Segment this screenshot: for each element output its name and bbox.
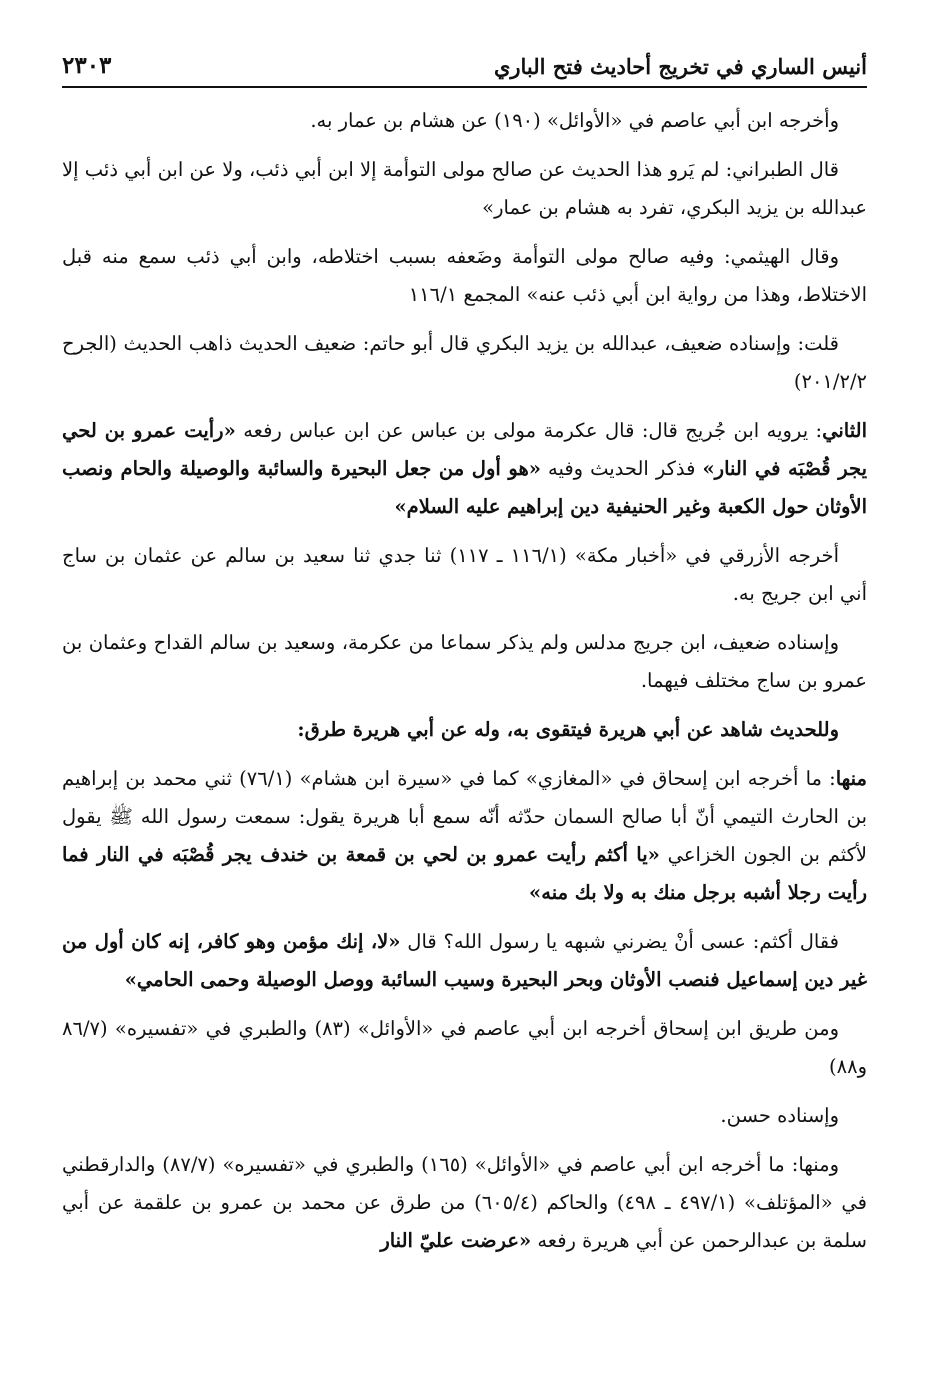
text-run: : يرويه ابن جُريج قال: قال عكرمة مولى بن عباس عن ابن عباس رفعه <box>235 419 823 442</box>
page-number: ٢٣٠٣ <box>62 52 112 79</box>
text-run: قلت: وإسناده ضعيف، عبدالله بن يزيد البكري قال أبو حاتم: ضعيف الحديث ذاهب الحديث (الجرح ٢٠١/٢/٢) <box>62 332 867 393</box>
page-header <box>62 48 867 88</box>
text-run: : ما أخرجه ابن إسحاق في «المغازي» كما في «سيرة ابن هشام» (٧٦/١) ثني محمد بن إبراهيم بن الحارث التيمي أنّ أبا صالح السمان حدّثه أنّه سمع أبا هريرة يقول: سمعت رسول الله ﷺ يقول لأكثم بن الجون الخزاعي <box>62 767 868 866</box>
text-run: ومن طريق ابن إسحاق أخرجه ابن أبي عاصم في «الأوائل» (٨٣) والطبري في «تفسيره» (٨٦/٧ و٨٨) <box>62 1017 867 1078</box>
paragraph <box>62 537 867 613</box>
paragraph <box>62 923 867 999</box>
text-run: وأخرجه ابن أبي عاصم في «الأوائل» (١٩٠) عن هشام بن عمار به. <box>310 109 839 132</box>
hadith-quote: «رأيت عمرو بن لحي يجر قُصْبَه في النار» <box>62 419 867 480</box>
text-run: وإسناده ضعيف، ابن جريج مدلس ولم يذكر سماعا من عكرمة، وسعيد بن سالم القداح وعثمان بن عمرو بن ساج مختلف فيهما. <box>62 631 867 692</box>
paragraph <box>62 624 867 700</box>
text-run: ومنها: ما أخرجه ابن أبي عاصم في «الأوائل» (١٦٥) والطبري في «تفسيره» (٨٧/٧) والدارقطني في «المؤتلف» (٤٩٧/١ ـ ٤٩٨) والحاكم (٦٠٥/٤) من طرق عن محمد بن عمرو بن علقمة عن أبي سلمة بن عبدالرحمن عن أبي هريرة رفعه <box>62 1153 867 1252</box>
text-run: قال الطبراني: لم يَرو هذا الحديث عن صالح مولى التوأمة إلا ابن أبي ذئب، ولا عن ابن أبي ذئب إلا عبدالله بن يزيد البكري، تفرد به هشام بن عمار» <box>62 158 867 219</box>
paragraph <box>62 151 867 227</box>
book-title: أنيس الساري في تخريج أحاديث فتح الباري <box>493 54 867 79</box>
hadith-quote: «يا أكثم رأيت عمرو بن لحي بن قمعة بن خندف يجر قُصْبَه في النار فما رأيت رجلا أشبه برجل منك به ولا بك منه» <box>62 843 867 904</box>
paragraph <box>62 1097 867 1135</box>
hadith-quote: «عرضت عليّ النار <box>380 1229 532 1252</box>
paragraph <box>62 325 867 401</box>
text-run: أخرجه الأزرقي في «أخبار مكة» (١١٦/١ ـ ١١٧) ثنا جدي ثنا سعيد بن سالم عن عثمان بن ساج أني ابن جريج به. <box>62 544 867 605</box>
page-body <box>62 102 867 1271</box>
paragraph <box>62 412 867 526</box>
paragraph <box>62 1010 867 1086</box>
paragraph <box>62 711 867 749</box>
section-label: منها <box>835 767 867 790</box>
section-heading: وللحديث شاهد عن أبي هريرة فيتقوى به، وله عن أبي هريرة طرق: <box>297 718 839 741</box>
text-run: فقال أكثم: عسى أنْ يضرني شبهه يا رسول الله؟ قال <box>400 930 839 953</box>
text-run: وإسناده حسن. <box>720 1104 839 1127</box>
text-run: فذكر الحديث وفيه <box>540 457 703 480</box>
section-label: الثاني <box>822 419 867 442</box>
paragraph <box>62 1146 867 1260</box>
paragraph <box>62 102 867 140</box>
paragraph <box>62 760 867 912</box>
hadith-quote: «هو أول من جعل البحيرة والسائبة والوصيلة والحام ونصب الأوثان حول الكعبة وغير الحنيفية دين إبراهيم عليه السلام» <box>62 457 867 518</box>
text-run: وقال الهيثمي: وفيه صالح مولى التوأمة وضَعفه بسبب اختلاطه، وابن أبي ذئب سمع منه قبل الاختلاط، وهذا من رواية ابن أبي ذئب عنه» المجمع ١١٦/١ <box>62 245 867 306</box>
hadith-quote: «لا، إنك مؤمن وهو كافر، إنه كان أول من غير دين إسماعيل فنصب الأوثان وبحر البحيرة وسيب السائبة ووصل الوصيلة وحمى الحامي» <box>62 930 867 991</box>
paragraph <box>62 238 867 314</box>
